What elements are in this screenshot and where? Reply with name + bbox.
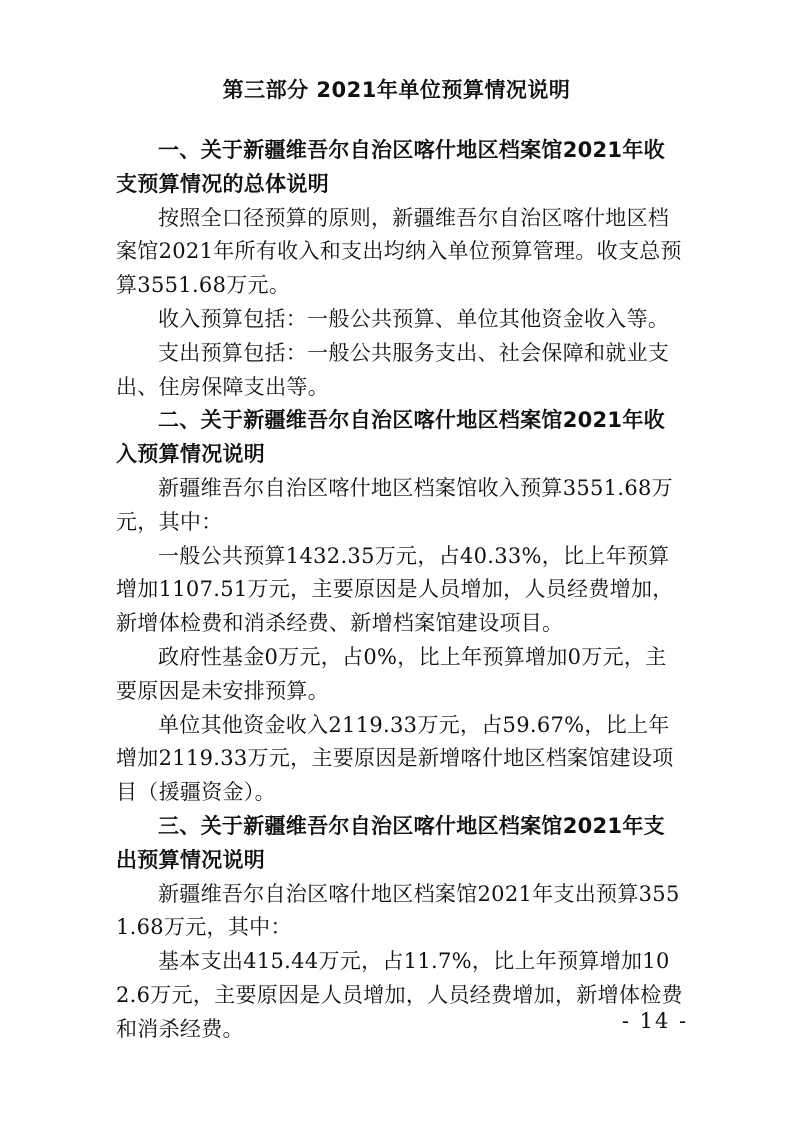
section-3-paragraph-1: 新疆维吾尔自治区喀什地区档案馆2021年支出预算3551.68万元，其中： — [116, 881, 680, 940]
section-1-paragraph-3: 支出预算包括：一般公共服务支出、社会保障和就业支出、住房保障支出等。 — [116, 340, 670, 399]
section-1-paragraph-2: 收入预算包括：一般公共预算、单位其他资金收入等。 — [158, 306, 670, 331]
section-3-paragraph-2: 基本支出415.44万元，占11.7%，比上年预算增加102.6万元，主要原因是人员增加，人员经费增加，新增体检费和消杀经费。 — [116, 949, 683, 1041]
section-2-paragraph-1: 新疆维吾尔自治区喀什地区档案馆收入预算3551.68万元，其中： — [116, 475, 673, 534]
section-1-heading: 一、关于新疆维吾尔自治区喀什地区档案馆2021年收支预算情况的总体说明 — [116, 138, 665, 196]
page-number: - 14 - — [621, 1009, 689, 1033]
document-body — [116, 134, 686, 1047]
section-2-paragraph-4: 单位其他资金收入2119.33万元，占59.67%，比上年增加2119.33万元，主要原因是新增喀什地区档案馆建设项目（援疆资金）。 — [116, 712, 674, 805]
page-title: 第三部分 2021年单位预算情况说明 — [222, 78, 571, 102]
section-2-paragraph-3: 政府性基金0万元，占0%，比上年预算增加0万元，主要原因是未安排预算。 — [116, 644, 667, 703]
section-2-paragraph-2: 一般公共预算1432.35万元，占40.33%，比上年预算增加1107.51万元，主要原因是人员增加，人员经费增加，新增体检费和消杀经费、新增档案馆建设项目。 — [116, 543, 674, 636]
section-1-paragraph-1: 按照全口径预算的原则，新疆维吾尔自治区喀什地区档案馆2021年所有收入和支出均纳入单位预算管理。收支总预算3551.68万元。 — [116, 205, 682, 298]
section-2-heading: 二、关于新疆维吾尔自治区喀什地区档案馆2021年收入预算情况说明 — [116, 408, 665, 467]
section-3-heading: 三、关于新疆维吾尔自治区喀什地区档案馆2021年支出预算情况说明 — [116, 813, 665, 872]
